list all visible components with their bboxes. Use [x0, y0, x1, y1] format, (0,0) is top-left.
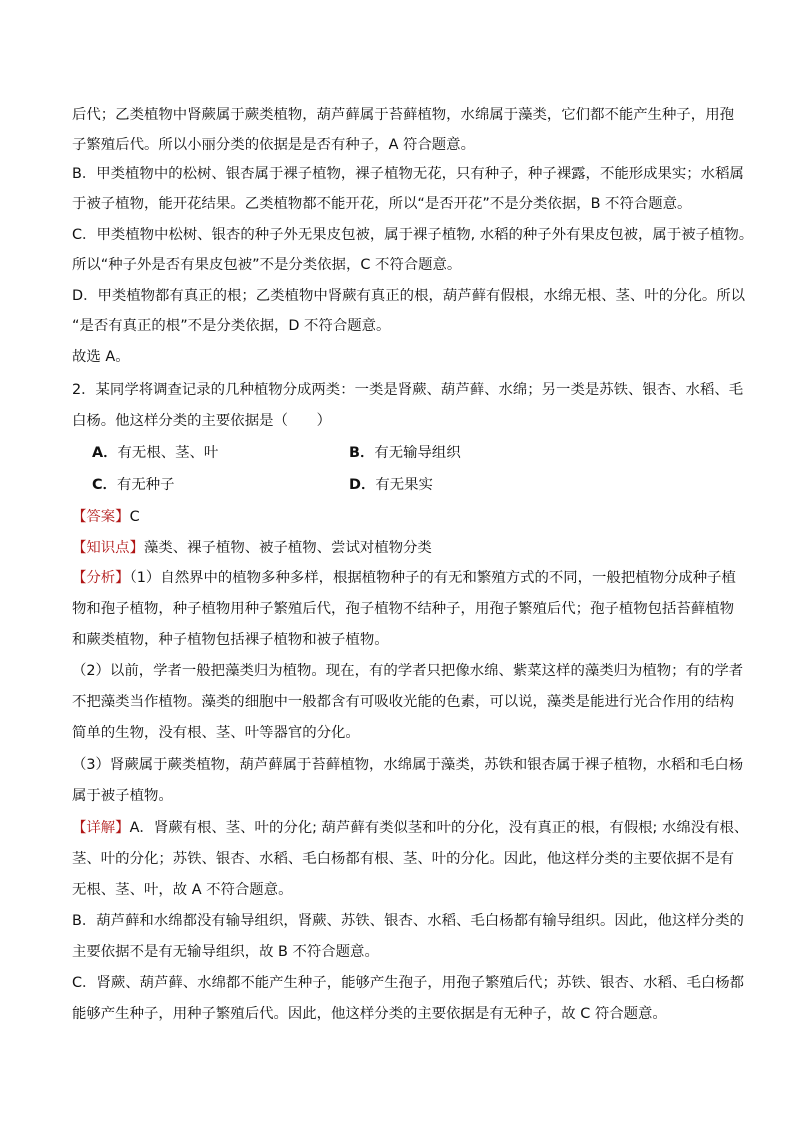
- answer-value: C: [129, 509, 140, 525]
- option-text: 有无果实: [375, 477, 433, 493]
- detail-line: [72, 818, 749, 838]
- option-letter: C．: [92, 477, 117, 493]
- answer-line: [72, 507, 732, 527]
- text-line: 不把藻类当作植物。藻类的细胞中一般都含有可吸收光能的色素，可以说，藻类是能进行光合作用的结构: [72, 694, 734, 710]
- text-line: 主要依据不是有无输导组织，故 B 不符合题意。: [72, 944, 379, 960]
- detail-tag: 【详解】: [72, 820, 130, 836]
- analysis-text: （1）自然界中的植物多种多样，根据植物种子的有无和繁殖方式的不同，一般把植物分成种子植: [129, 570, 736, 586]
- option-text: 有无种子: [116, 477, 175, 493]
- option-letter: A．: [92, 445, 118, 461]
- text-line: 于被子植物，能开花结果。乙类植物都不能开花，所以“是否开花”不是分类依据，B 不符合题意。: [72, 196, 692, 212]
- text-line: “是否有真正的根”不是分类依据，D 不符合题意。: [72, 318, 391, 334]
- text-line: B．葫芦藓和水绵都没有输导组织，肾蕨、苏铁、银杏、水稻、毛白杨都有输导组织。因此，他这样分类的: [72, 913, 744, 929]
- detail-text: A．肾蕨有根、茎、叶的分化; 葫芦藓有类似茎和叶的分化，没有真正的根，有假根; 水绵没有根、: [129, 820, 749, 836]
- option-letter: D．: [349, 477, 376, 493]
- text-line: 物和孢子植物，种子植物用种子繁殖后代，孢子植物不结种子，用孢子繁殖后代；孢子植物包括苔藓植物: [72, 601, 734, 617]
- text-line: 茎、叶的分化；苏铁、银杏、水稻、毛白杨都有根、茎、叶的分化。因此，他这样分类的主要依据不是有: [72, 851, 734, 867]
- option-a: [92, 443, 218, 463]
- analysis-line: [72, 568, 736, 588]
- text-line: （2）以前，学者一般把藻类归为植物。现在，有的学者只把像水绵、紫菜这样的藻类归为植物；有的学者: [72, 663, 744, 679]
- text-line: C．甲类植物中松树、银杏的种子外无果皮包被，属于裸子植物, 水稻的种子外有果皮包被，属于被子植物。: [72, 227, 754, 243]
- option-letter: B．: [349, 445, 375, 461]
- option-text: 有无根、茎、叶: [117, 445, 219, 461]
- option-d: [349, 475, 433, 495]
- text-line: （3）肾蕨属于蕨类植物，葫芦藓属于苔藓植物，水绵属于藻类，苏铁和银杏属于裸子植物，水稻和毛白杨: [72, 757, 744, 773]
- answer-tag: 【答案】: [72, 509, 130, 525]
- text-line: 后代；乙类植物中肾蕨属于蕨类植物，葫芦藓属于苔藓植物，水绵属于藻类，它们都不能产生种子，用孢: [72, 107, 734, 123]
- knowledge-tag: 【知识点】: [72, 540, 144, 556]
- option-c: [92, 475, 175, 495]
- option-b: [349, 443, 461, 463]
- text-line: D．甲类植物都有真正的根；乙类植物中肾蕨有真正的根，葫芦藓有假根，水绵无根、茎、叶的分化。所以: [72, 288, 746, 304]
- text-line: 能够产生种子，用种子繁殖后代。因此，他这样分类的主要依据是有无种子，故 C 符合题意。: [72, 1006, 667, 1022]
- text-line: C．肾蕨、葫芦藓、水绵都不能产生种子，能够产生孢子，用孢子繁殖后代；苏铁、银杏、水稻、毛白杨都: [72, 975, 745, 991]
- text-line: 所以“种子外是否有果皮包被”不是分类依据，C 不符合题意。: [72, 257, 462, 273]
- text-line: 简单的生物，没有根、茎、叶等器官的分化。: [72, 725, 360, 741]
- text-line: 无根、茎、叶，故 A 不符合题意。: [72, 882, 293, 898]
- knowledge-value: 藻类、裸子植物、被子植物、尝试对植物分类: [143, 540, 432, 556]
- text-line: 属于被子植物。: [72, 788, 173, 804]
- question-stem: 2．某同学将调查记录的几种植物分成两类：一类是肾蕨、葫芦藓、水绵；另一类是苏铁、银杏、水稻、毛: [72, 382, 744, 398]
- final-choice: 故选 A。: [72, 349, 130, 365]
- analysis-tag: 【分析】: [72, 570, 130, 586]
- question-stem: 白杨。他这样分类的主要依据是（ ）: [72, 413, 332, 429]
- text-line: B．甲类植物中的松树、银杏属于裸子植物，裸子植物无花，只有种子，种子裸露，不能形成果实；水稻属: [72, 166, 744, 182]
- text-line: 子繁殖后代。所以小丽分类的依据是是否有种子，A 符合题意。: [72, 137, 475, 153]
- knowledge-line: [72, 538, 732, 558]
- option-text: 有无输导组织: [374, 445, 461, 461]
- text-line: 和蕨类植物，种子植物包括裸子植物和被子植物。: [72, 632, 389, 648]
